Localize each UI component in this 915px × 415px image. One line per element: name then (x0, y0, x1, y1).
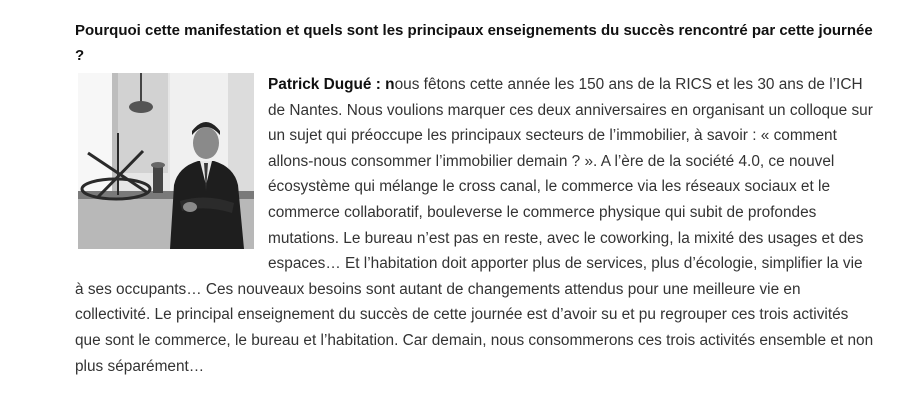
interview-question: Pourquoi cette manifestation et quels sont les principaux enseignements du succès rencontré par cette journée ? (75, 22, 873, 64)
speaker-photo (78, 73, 254, 249)
interview-answer (75, 72, 875, 379)
speaker-photo-illustration (78, 73, 254, 249)
answer-text: ous fêtons cette année les 150 ans de la RICS et les 30 ans de l’ICH de Nantes. Nous voulions marquer ces deux anniversaires en organisant un colloque sur un sujet qui préoccupe les principaux secteurs de l’immobilier, à savoir : « comment allons-nous consommer l’immobilier demain ? ». A l’ère de la société 4.0, ce nouvel écosystème qui mélange le cross canal, le commerce via les réseaux sociaux et le commerce collaboratif, bouleverse le commerce physique qui subit de profondes mutations. Le bureau n’est pas en reste, avec le coworking, la mixité des usages et des espaces… Et l’habitation doit apporter plus de services, plus d’écologie, simplifier la vie à ses occupants… Ces nouveaux besoins sont autant de changements attendus pour une meilleure vie en collectivité. Le principal enseignement du succès de cette journée est d’avoir su et pu regrouper ces trois activités que sont le commerce, le bureau et l’habitation. Car demain, nous consommerons ces trois activités ensemble et non plus séparément… (75, 76, 874, 375)
speaker-name: Patrick Dugué : n (268, 76, 395, 93)
article (75, 18, 875, 379)
